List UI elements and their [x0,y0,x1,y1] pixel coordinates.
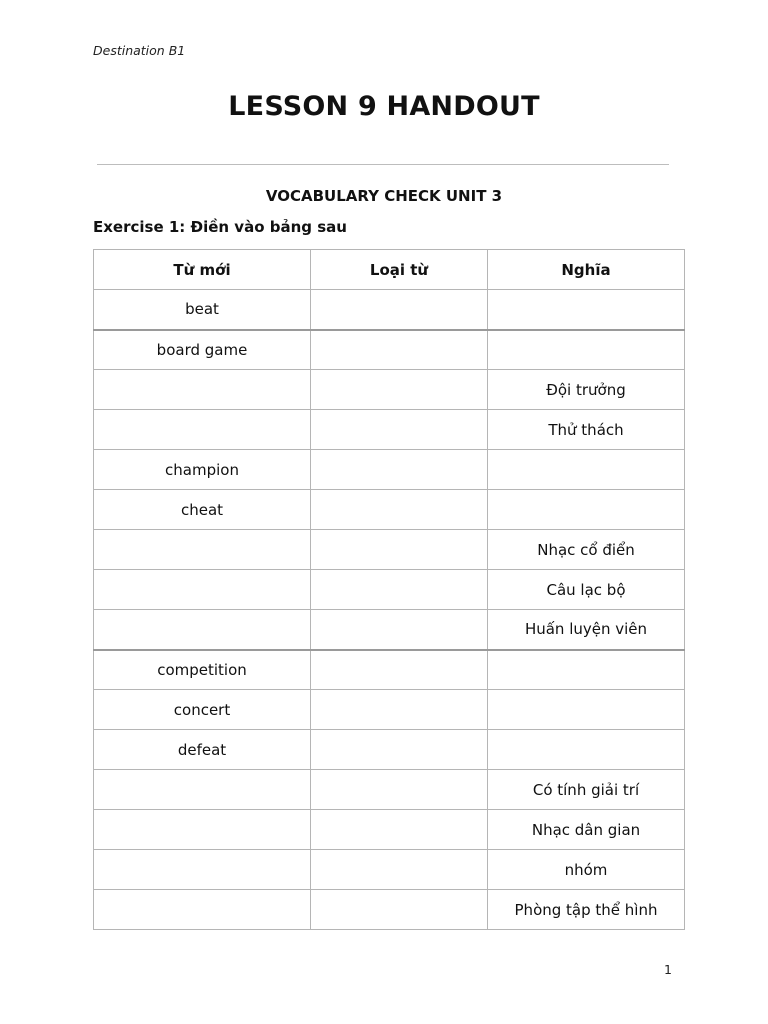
cell-new-word: beat [94,290,311,330]
cell-word-type [311,530,488,570]
cell-word-type [311,690,488,730]
exercise-label: Exercise 1: Điền vào bảng sau [93,218,347,236]
cell-word-type [311,570,488,610]
cell-new-word: competition [94,650,311,690]
cell-meaning: Đội trưởng [488,370,685,410]
cell-new-word [94,850,311,890]
cell-word-type [311,810,488,850]
table-row [94,810,685,850]
table-row [94,650,685,690]
cell-meaning: Huấn luyện viên [488,610,685,650]
header-meaning: Nghĩa [488,250,685,290]
section-subtitle: VOCABULARY CHECK UNIT 3 [265,187,503,205]
cell-meaning [488,450,685,490]
cell-word-type [311,330,488,370]
header-note: Destination B1 [93,43,186,58]
header-word-type: Loại từ [311,250,488,290]
cell-meaning: Có tính giải trí [488,770,685,810]
cell-word-type [311,650,488,690]
table-row [94,450,685,490]
table-row [94,890,685,930]
table-row [94,770,685,810]
cell-meaning [488,690,685,730]
cell-meaning [488,650,685,690]
cell-word-type [311,490,488,530]
table-row [94,490,685,530]
cell-meaning [488,330,685,370]
cell-word-type [311,770,488,810]
table-row [94,850,685,890]
table-header-row [94,250,685,290]
vocabulary-table [93,249,685,930]
table-row [94,610,685,650]
cell-word-type [311,450,488,490]
header-new-word: Từ mới [94,250,311,290]
cell-word-type [311,730,488,770]
table-row [94,410,685,450]
cell-meaning: Nhạc dân gian [488,810,685,850]
cell-new-word [94,370,311,410]
cell-new-word: cheat [94,490,311,530]
table-row [94,530,685,570]
cell-meaning: nhóm [488,850,685,890]
cell-new-word [94,810,311,850]
cell-meaning: Câu lạc bộ [488,570,685,610]
page-number: 1 [664,962,672,977]
cell-meaning: Nhạc cổ điển [488,530,685,570]
cell-new-word [94,570,311,610]
cell-word-type [311,610,488,650]
table-row [94,730,685,770]
cell-new-word: defeat [94,730,311,770]
table-row [94,690,685,730]
cell-word-type [311,290,488,330]
cell-new-word: board game [94,330,311,370]
table-row [94,330,685,370]
cell-new-word [94,410,311,450]
cell-new-word [94,610,311,650]
cell-new-word [94,770,311,810]
divider [97,164,669,165]
table-row [94,570,685,610]
cell-meaning: Thử thách [488,410,685,450]
table-row [94,370,685,410]
cell-word-type [311,410,488,450]
page-title: LESSON 9 HANDOUT [228,91,540,122]
table-row [94,290,685,330]
cell-meaning [488,290,685,330]
cell-meaning [488,490,685,530]
cell-word-type [311,850,488,890]
cell-new-word: champion [94,450,311,490]
cell-word-type [311,890,488,930]
cell-new-word [94,530,311,570]
cell-meaning: Phòng tập thể hình [488,890,685,930]
cell-word-type [311,370,488,410]
cell-new-word: concert [94,690,311,730]
cell-new-word [94,890,311,930]
cell-meaning [488,730,685,770]
